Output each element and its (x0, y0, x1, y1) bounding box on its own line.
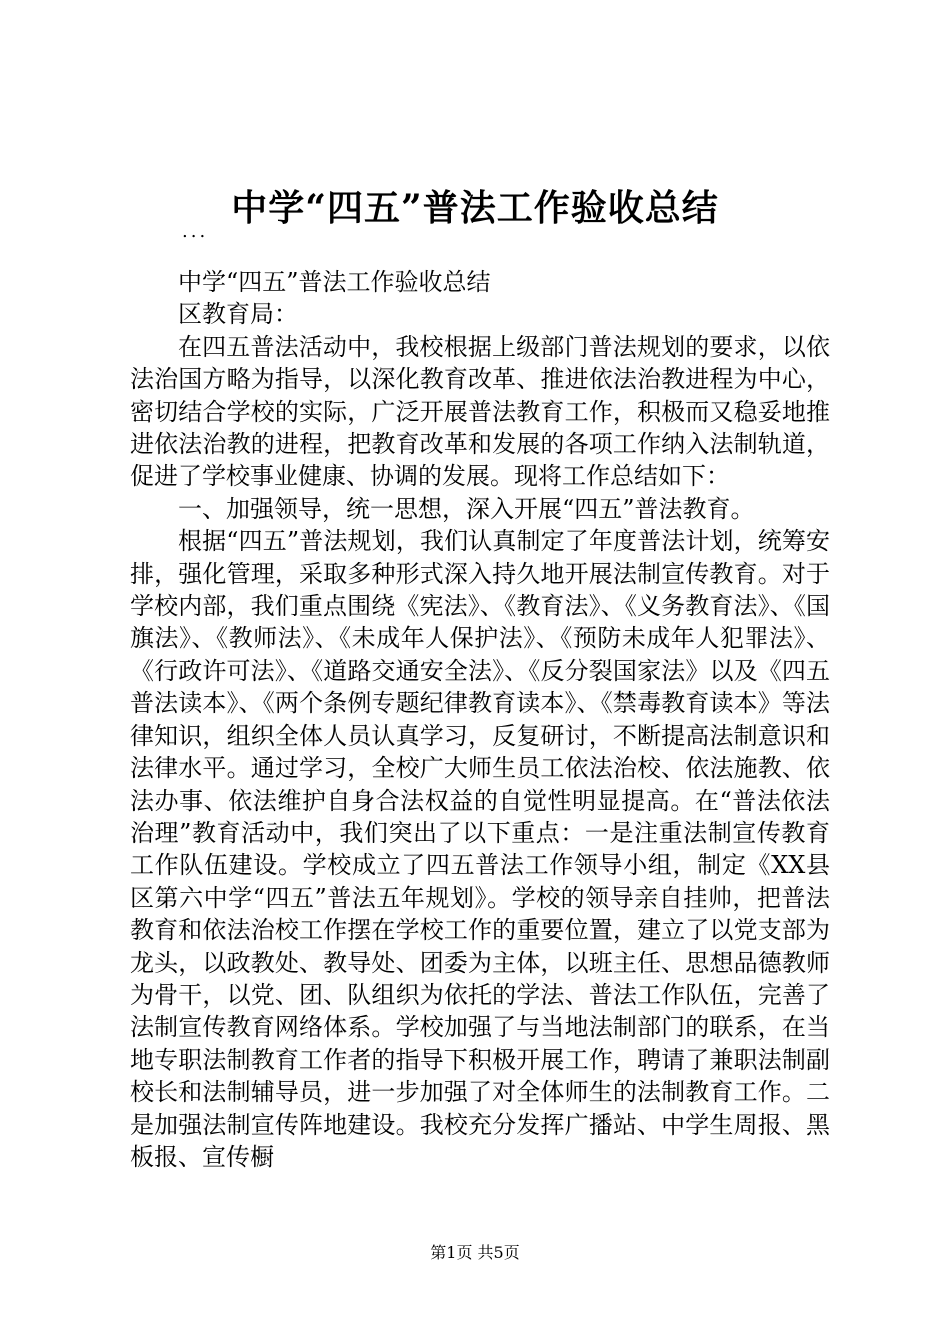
document-body (130, 266, 830, 1173)
page-footer: 第1页 共5页 (430, 1243, 520, 1262)
body-paragraph: 根据“四五”普法规划，我们认真制定了年度普法计划，统筹安排，强化管理，采取多种形式深入持久地开展法制宣传教育。对于学校内部，我们重点围绕《宪法》、《教育法》、《义务教育法》、《国旗法》、《教师法》、《未成年人保护法》、《预防未成年人犯罪法》、《行政许可法》、《道路交通安全法》、《反分裂国家法》以及《四五普法读本》、《两个条例专题纪律教育读本》、《禁毒教育读本》等法律知识，组织全体人员认真学习，反复研讨，不断提高法制意识和法律水平。通过学习，全校广大师生员工依法治校、依法施教、依法办事、依法维护自身合法权益的自觉性明显提高。在“普法依法治理”教育活动中，我们突出了以下重点：一是注重法制宣传教育工作队伍建设。学校成立了四五普法工作领导小组，制定《XX县区第六中学“四五”普法五年规划》。学校的领导亲自挂帅，把普法教育和依法治校工作摆在学校工作的重要位置，建立了以党支部为龙头，以政教处、教导处、团委为主体，以班主任、思想品德教师为骨干，以党、团、队组织为依托的学法、普法工作队伍，完善了法制宣传教育网络体系。学校加强了与当地法制部门的联系，在当地专职法制教育工作者的指导下积极开展工作，聘请了兼职法制副校长和法制辅导员，进一步加强了对全体师生的法制教育工作。二是加强法制宣传阵地建设。我校充分发挥广播站、中学生周报、黑板报、宣传橱 (130, 527, 830, 1171)
document-title: 中学“四五”普法工作验收总结 (231, 187, 719, 229)
intro-paragraph: 在四五普法活动中，我校根据上级部门普法规划的要求，以依法治国方略为指导，以深化教育改革、推进依法治教进程为中心，密切结合学校的实际，广泛开展普法教育工作，积极而又稳妥地推进依法治教的进程，把教育改革和发展的各项工作纳入法制轨道，促进了学校事业健康、协调的发展。现将工作总结如下： (130, 332, 830, 491)
ellipsis-marker: ... (182, 221, 209, 242)
section-heading: 一、加强领导，统一思想，深入开展“四五”普法教育。 (178, 494, 755, 523)
salutation-line: 区教育局： (178, 300, 298, 329)
subtitle-line: 中学“四五”普法工作验收总结 (178, 268, 491, 296)
